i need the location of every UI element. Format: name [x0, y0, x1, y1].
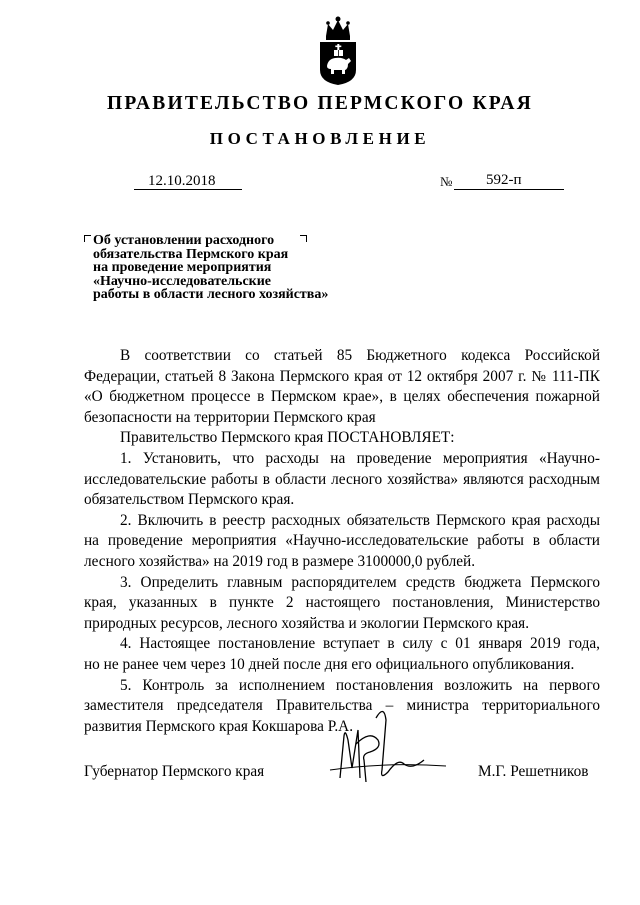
body-line: 5. Контроль за исполнением постановления возложить на первого: [120, 676, 600, 694]
number-underline: [454, 189, 564, 190]
body-line: но не ранее чем через 10 дней после дня его официального опубликования.: [84, 655, 575, 673]
subject-line: работы в области лесного хозяйства»: [93, 287, 329, 302]
document-subject: [93, 234, 393, 302]
perm-krai-coat-of-arms-icon: [318, 14, 358, 86]
document-type-title: ПОСТАНОВЛЕНИЕ: [209, 129, 431, 148]
body-line: исследовательские работы в области лесного хозяйства» являются расходным: [84, 470, 600, 488]
body-line: природных ресурсов, лесного хозяйства и экологии Пермского края.: [84, 614, 530, 632]
subject-line: «Научно-исследовательские: [93, 273, 272, 289]
date-underline: [134, 189, 242, 190]
body-line: развития Пермского края Кокшарова Р.А.: [84, 717, 354, 735]
subject-corner-left: [84, 235, 91, 242]
body-line: заместителя председателя Правительства – министра территориального: [84, 697, 600, 715]
body-line: Правительство Пермского края ПОСТАНОВЛЯЕТ:: [120, 429, 455, 447]
signatory-position: Губернатор Пермского края: [84, 763, 265, 780]
document-number: 592-п: [486, 172, 522, 188]
government-title: ПРАВИТЕЛЬСТВО ПЕРМСКОГО КРАЯ: [107, 93, 533, 114]
body-line: края, указанных в пункте 2 настоящего постановления, Министерство: [84, 594, 600, 612]
document-date: 12.10.2018: [148, 173, 216, 189]
body-line: 4. Настоящее постановление вступает в силу с 01 января 2019 года,: [120, 635, 600, 653]
body-line: 1. Установить, что расходы на проведение мероприятия «Научно-: [120, 449, 600, 467]
body-line: на проведение мероприятия «Научно-исследовательские работы в области: [84, 532, 600, 550]
signatory-name: М.Г. Решетников: [478, 763, 589, 780]
body-line: лесного хозяйства» на 2019 год в размере 3100000,0 рублей.: [84, 552, 476, 570]
body-line: В соответствии со статьей 85 Бюджетного кодекса Российской: [120, 347, 600, 364]
body-line: обязательством Пермского края.: [84, 491, 295, 509]
body-line: 3. Определить главным распорядителем средств бюджета Пермского: [120, 573, 600, 591]
body-line: 2. Включить в реестр расходных обязательств Пермского края расходы: [120, 511, 600, 529]
body-line: безопасности на территории Пермского края: [84, 408, 376, 426]
number-sign: №: [440, 174, 453, 189]
handwritten-signature: [326, 700, 466, 790]
document-body: [84, 346, 600, 737]
subject-line: обязательства Пермского края: [93, 246, 289, 262]
subject-line: на проведение мероприятия: [93, 260, 272, 275]
body-line: «О бюджетном процессе в Пермском крае», в целях обеспечения пожарной: [84, 388, 600, 406]
body-line: Федерации, статьей 8 Закона Пермского края от 12 октября 2007 г. № 111-ПК: [84, 367, 600, 385]
subject-line: Об установлении расходного: [93, 233, 275, 248]
